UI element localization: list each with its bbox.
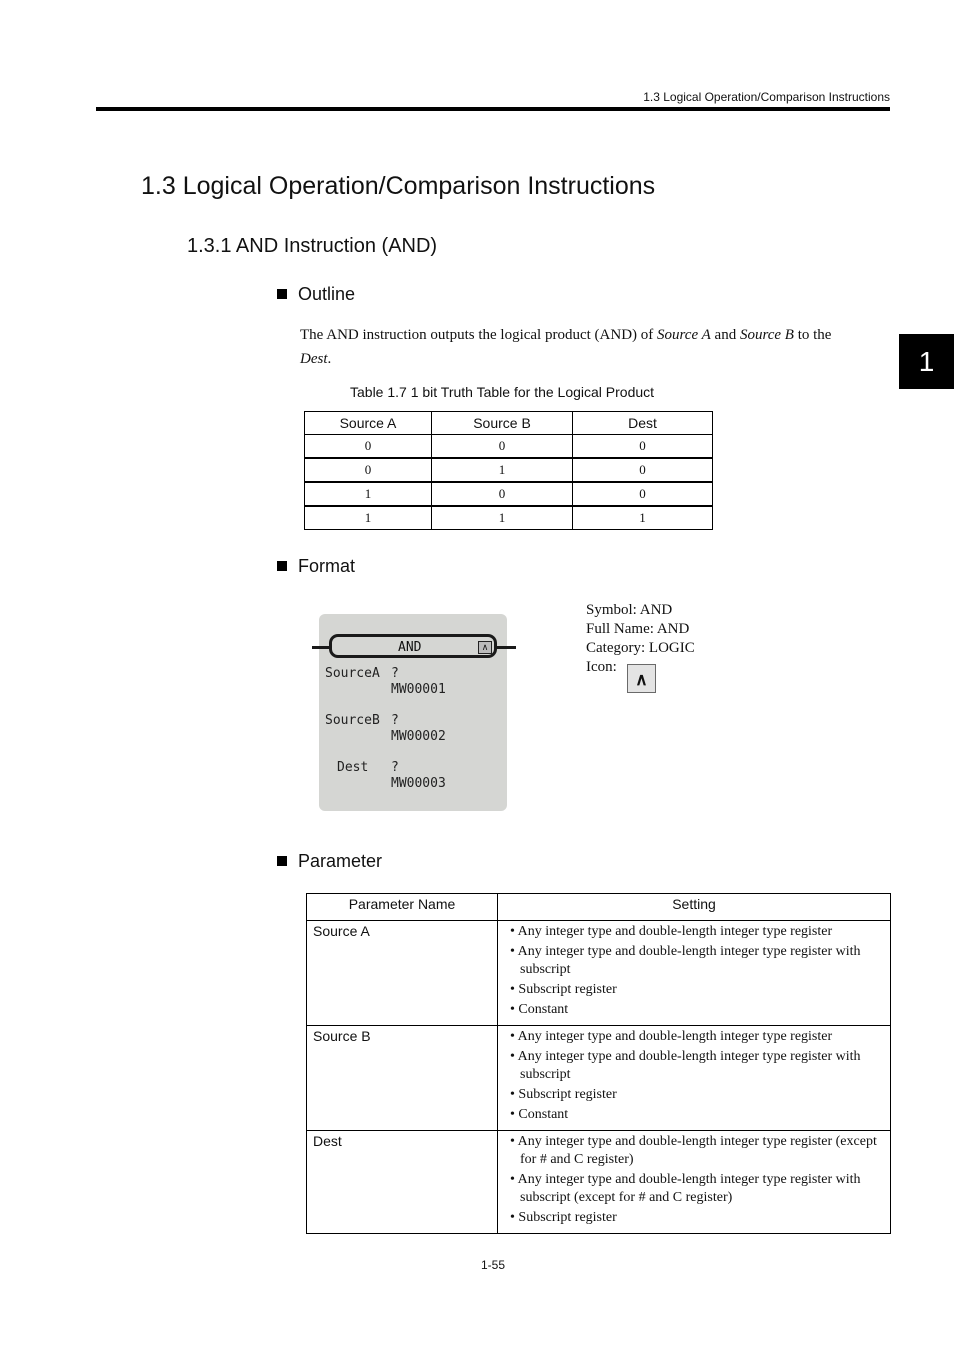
block-param-register: MW00003 — [391, 776, 446, 791]
square-bullet-icon — [277, 561, 287, 571]
chapter-tab: 1 — [899, 334, 954, 389]
section-title: 1.3 Logical Operation/Comparison Instructions — [141, 172, 656, 200]
truth-table-cell: 1 — [305, 482, 432, 506]
parameter-table-header: Parameter Name — [307, 894, 498, 921]
category-text: Category: LOGIC — [586, 640, 695, 656]
outline-dest: Dest — [300, 351, 328, 367]
setting-item: • Subscript register — [510, 1210, 617, 1225]
page-number: 1-55 — [481, 1258, 506, 1272]
truth-table-cell: 1 — [573, 506, 713, 530]
block-param-label: SourceB — [325, 713, 380, 728]
truth-table-row — [305, 458, 713, 482]
truth-table-cell: 0 — [573, 458, 713, 482]
setting-item: • Any integer type and double-length integer type register (except for # and C register) — [510, 1134, 877, 1167]
truth-table-row — [305, 482, 713, 506]
truth-table-row — [305, 506, 713, 530]
outline-source-a: Source A — [657, 327, 711, 343]
parameter-row — [307, 921, 891, 1026]
setting-item: • Any integer type and double-length integer type register with subscript — [510, 1049, 861, 1082]
logic-and-icon: ∧ — [627, 664, 656, 693]
outline-text-part: to the — [793, 327, 832, 343]
setting-item: • Any integer type and double-length integer type register with subscript (except for # and C register) — [510, 1172, 861, 1205]
truth-table-cell: 1 — [432, 506, 573, 530]
parameter-name: Source B — [307, 1026, 498, 1131]
setting-item: • Constant — [510, 1107, 569, 1122]
header-rule — [96, 107, 890, 111]
outline-source-b: Source B — [739, 327, 794, 343]
block-param-q: ? — [391, 713, 399, 728]
truth-table-cell: 0 — [432, 482, 573, 506]
square-bullet-icon — [277, 856, 287, 866]
outline-text-part: The AND instruction outputs the logical product (AND) of — [300, 327, 658, 343]
icon-label: Icon: — [586, 659, 617, 675]
parameter-setting — [498, 921, 891, 1026]
setting-item: • Constant — [510, 1002, 569, 1017]
parameter-name: Dest — [307, 1131, 498, 1234]
format-heading-label: Format — [298, 556, 356, 576]
truth-table-row — [305, 435, 713, 459]
setting-item: • Any integer type and double-length integer type register — [510, 924, 833, 939]
outline-text — [300, 323, 880, 371]
block-param-label: Dest — [337, 760, 369, 775]
parameter-row — [307, 1026, 891, 1131]
subsection-title: 1.3.1 AND Instruction (AND) — [187, 235, 438, 257]
truth-table-caption: Table 1.7 1 bit Truth Table for the Logical Product — [350, 384, 655, 400]
truth-table-cell: 1 — [305, 506, 432, 530]
block-title: AND — [398, 640, 422, 655]
outline-heading-label: Outline — [298, 284, 356, 304]
parameter-heading — [277, 851, 382, 872]
truth-table-cell: 0 — [573, 435, 713, 459]
block-logic-icon: ∧ — [478, 641, 492, 654]
block-param-q: ? — [391, 760, 399, 775]
truth-table — [304, 411, 713, 530]
symbol-text: Symbol: AND — [586, 602, 673, 618]
parameter-table-header: Setting — [498, 894, 891, 921]
truth-table-cell: 1 — [432, 458, 573, 482]
truth-table-header: Source A — [305, 412, 432, 435]
truth-table-cell: 0 — [305, 458, 432, 482]
full-name-text: Full Name: AND — [586, 621, 690, 637]
truth-table-header-row — [305, 412, 713, 435]
setting-item: • Any integer type and double-length integer type register — [510, 1029, 833, 1044]
parameter-setting — [498, 1026, 891, 1131]
setting-item: • Subscript register — [510, 982, 617, 997]
block-param-q: ? — [391, 666, 399, 681]
outline-heading — [277, 284, 355, 305]
truth-table-cell: 0 — [573, 482, 713, 506]
running-header: 1.3 Logical Operation/Comparison Instructions — [643, 90, 890, 104]
outline-text-part: . — [327, 351, 332, 367]
truth-table-cell: 0 — [432, 435, 573, 459]
parameter-name: Source A — [307, 921, 498, 1026]
outline-text-part: and — [710, 327, 740, 343]
parameter-row — [307, 1131, 891, 1234]
block-param-register: MW00002 — [391, 729, 446, 744]
truth-table-cell: 0 — [305, 435, 432, 459]
parameter-setting — [498, 1131, 891, 1234]
square-bullet-icon — [277, 289, 287, 299]
parameter-table-header-row — [307, 894, 891, 921]
parameter-table — [306, 893, 891, 1234]
truth-table-header: Dest — [573, 412, 713, 435]
block-param-register: MW00001 — [391, 682, 446, 697]
truth-table-header: Source B — [432, 412, 573, 435]
parameter-heading-label: Parameter — [298, 851, 383, 871]
setting-item: • Subscript register — [510, 1087, 617, 1102]
setting-item: • Any integer type and double-length integer type register with subscript — [510, 944, 861, 977]
format-heading — [277, 556, 355, 577]
block-param-label: SourceA — [325, 666, 380, 681]
